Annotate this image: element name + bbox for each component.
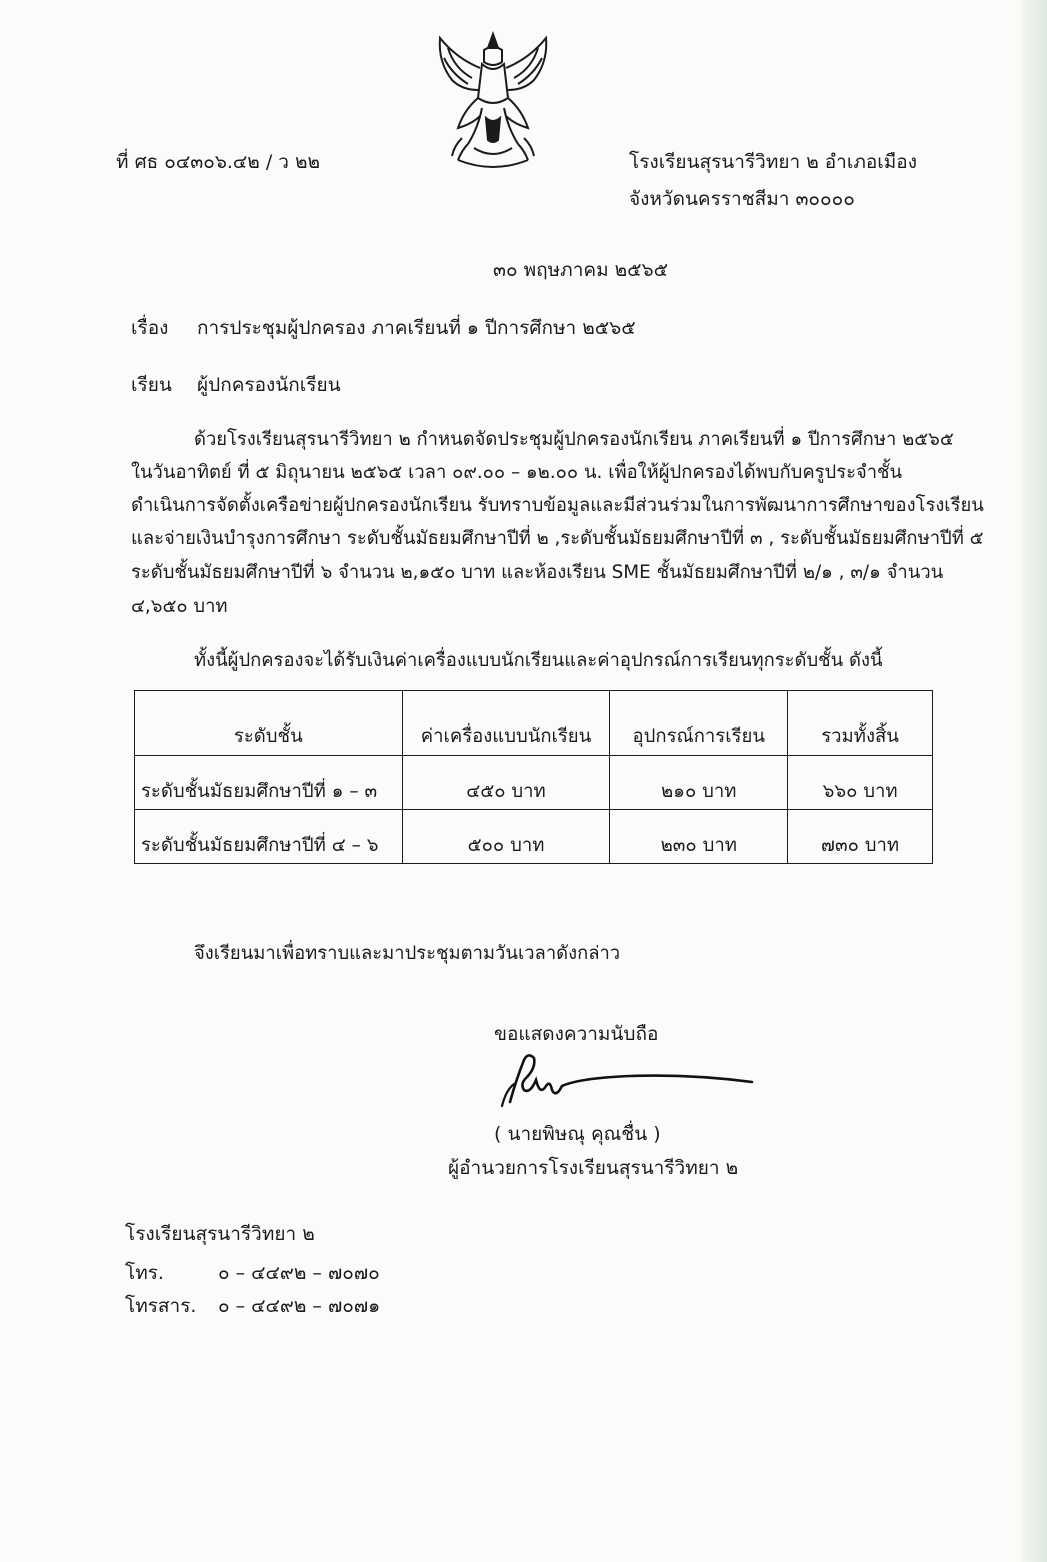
handwritten-signature	[490, 1050, 760, 1110]
body-line: ด้วยโรงเรียนสุรนารีวิทยา ๒ กำหนดจัดประชุมผู้ปกครองนักเรียน ภาคเรียนที่ ๑ ปีการศึกษา ๒๕๖๕	[194, 429, 954, 450]
school-address-line2: จังหวัดนครราชสีมา ๓๐๐๐๐	[629, 188, 855, 210]
table-header-row	[135, 691, 933, 756]
table-cell-level: ระดับชั้นมัธยมศึกษาปีที่ ๔ – ๖	[135, 810, 403, 864]
footer-tel-label: โทร.	[125, 1262, 164, 1284]
footer-fax-value: ๐ – ๔๔๙๒ – ๗๐๗๑	[218, 1295, 381, 1317]
recipient-text: ผู้ปกครองนักเรียน	[197, 374, 341, 396]
column-header: รวมทั้งสิ้น	[788, 691, 933, 756]
column-header: ระดับชั้น	[135, 691, 403, 756]
table-cell-uniform: ๕๐๐ บาท	[402, 810, 610, 864]
table-intro: ทั้งนี้ผู้ปกครองจะได้รับเงินค่าเครื่องแบบนักเรียนและค่าอุปกรณ์การเรียนทุกระดับชั้น ดังนี้	[194, 650, 883, 671]
table-cell-uniform: ๔๕๐ บาท	[402, 756, 610, 810]
column-header: ค่าเครื่องแบบนักเรียน	[402, 691, 610, 756]
signatory-position: ผู้อำนวยการโรงเรียนสุรนารีวิทยา ๒	[448, 1157, 739, 1179]
subject-text: การประชุมผู้ปกครอง ภาคเรียนที่ ๑ ปีการศึกษา ๒๕๖๕	[197, 317, 636, 339]
page-edge-shadow	[1021, 0, 1047, 1562]
school-address-line1: โรงเรียนสุรนารีวิทยา ๒ อำเภอเมือง	[629, 151, 917, 173]
table-row	[135, 756, 933, 810]
table-cell-total: ๗๓๐ บาท	[788, 810, 933, 864]
fee-table	[134, 690, 933, 864]
subject-label: เรื่อง	[131, 317, 169, 339]
footer-fax-label: โทรสาร.	[125, 1295, 197, 1317]
complimentary-close: ขอแสดงความนับถือ	[494, 1023, 659, 1045]
signatory-name: ( นายพิษณุ คุณชื่น )	[494, 1123, 661, 1145]
reference-number: ที่ ศธ ๐๔๓๐๖.๔๒ / ว ๒๒	[116, 151, 321, 173]
recipient-label: เรียน	[131, 374, 172, 396]
table-cell-level: ระดับชั้นมัธยมศึกษาปีที่ ๑ – ๓	[135, 756, 403, 810]
body-line: ๔,๖๕๐ บาท	[131, 596, 228, 617]
body-line: ในวันอาทิตย์ ที่ ๕ มิถุนายน ๒๕๖๕ เวลา ๐๙.๐๐ – ๑๒.๐๐ น. เพื่อให้ผู้ปกครองได้พบกับครูประจำชั้น	[131, 462, 903, 483]
table-cell-total: ๖๖๐ บาท	[788, 756, 933, 810]
letter-date: ๓๐ พฤษภาคม ๒๕๖๕	[493, 259, 668, 281]
body-line: และจ่ายเงินบำรุงการศึกษา ระดับชั้นมัธยมศึกษาปีที่ ๒ ,ระดับชั้นมัธยมศึกษาปีที่ ๓ , ระดับชั้นมัธยมศึกษาปีที่ ๕	[131, 528, 984, 549]
footer-tel-value: ๐ – ๔๔๙๒ – ๗๐๗๐	[218, 1262, 380, 1284]
table-cell-supplies: ๒๑๐ บาท	[610, 756, 788, 810]
column-header: อุปกรณ์การเรียน	[610, 691, 788, 756]
garuda-emblem	[418, 28, 568, 176]
table-cell-supplies: ๒๓๐ บาท	[610, 810, 788, 864]
footer-school-name: โรงเรียนสุรนารีวิทยา ๒	[125, 1223, 315, 1245]
table-row	[135, 810, 933, 864]
body-line: ระดับชั้นมัธยมศึกษาปีที่ ๖ จำนวน ๒,๑๕๐ บาท และห้องเรียน SME ชั้นมัธยมศึกษาปีที่ ๒/๑ , ๓/๑ จำนวน	[131, 562, 944, 583]
closing-sentence: จึงเรียนมาเพื่อทราบและมาประชุมตามวันเวลาดังกล่าว	[194, 943, 621, 964]
body-line: ดำเนินการจัดตั้งเครือข่ายผู้ปกครองนักเรียน รับทราบข้อมูลและมีส่วนร่วมในการพัฒนาการศึกษาของโรงเรียน	[131, 495, 984, 516]
